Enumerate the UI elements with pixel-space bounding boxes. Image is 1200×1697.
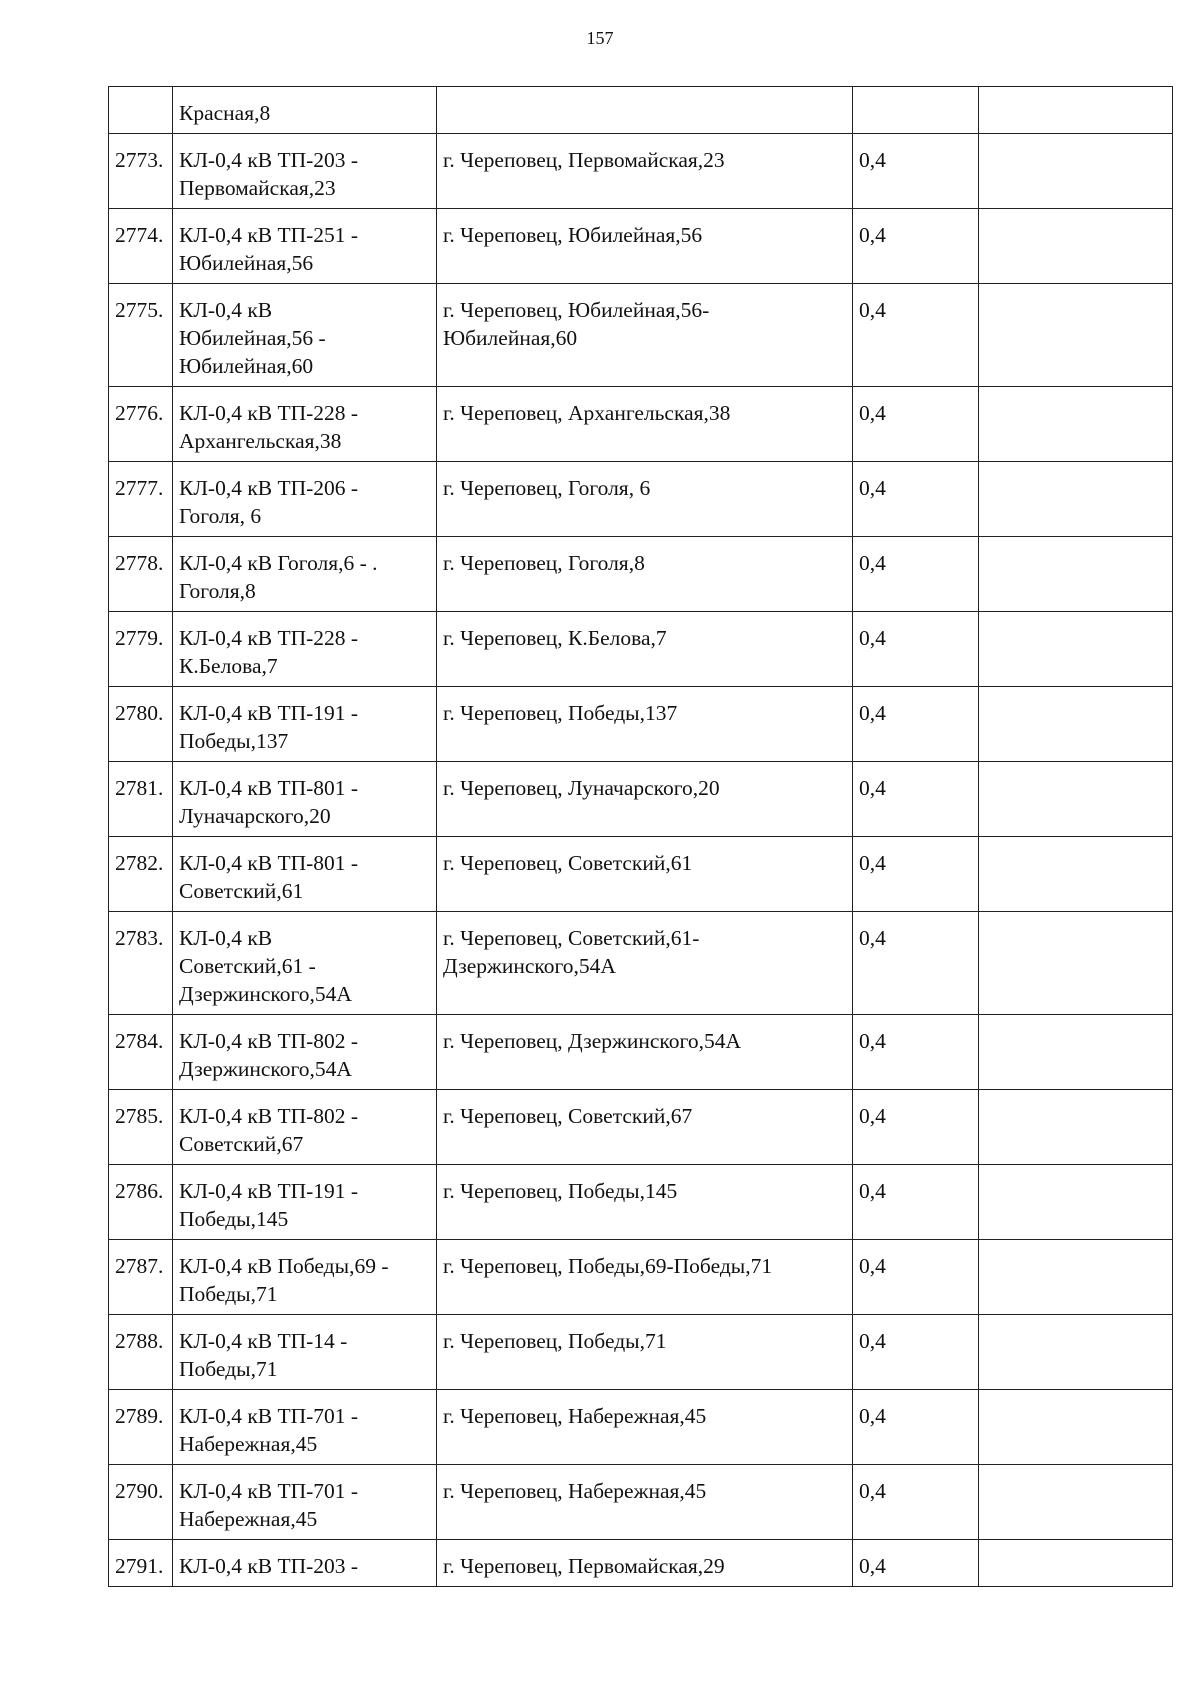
line-name: КЛ-0,4 кВ ТП-203 - xyxy=(173,1540,437,1587)
line-address xyxy=(437,87,853,134)
line-voltage: 0,4 xyxy=(853,837,979,912)
registry-table xyxy=(108,86,1173,1587)
line-name: КЛ-0,4 кВ ТП-801 - Советский,61 xyxy=(173,837,437,912)
line-address: г. Череповец, Советский,61 xyxy=(437,837,853,912)
table-row xyxy=(109,1165,1173,1240)
row-number: 2777. xyxy=(109,462,173,537)
line-voltage: 0,4 xyxy=(853,762,979,837)
line-note xyxy=(979,462,1173,537)
line-voltage: 0,4 xyxy=(853,1465,979,1540)
line-name: КЛ-0,4 кВ Гоголя,6 - . Гоголя,8 xyxy=(173,537,437,612)
line-voltage: 0,4 xyxy=(853,1015,979,1090)
line-name: КЛ-0,4 кВ ТП-802 - Дзержинского,54А xyxy=(173,1015,437,1090)
line-voltage: 0,4 xyxy=(853,537,979,612)
line-name: КЛ-0,4 кВ Советский,61 - Дзержинского,54А xyxy=(173,912,437,1015)
table-row xyxy=(109,687,1173,762)
line-address: г. Череповец, Гоголя,8 xyxy=(437,537,853,612)
row-number: 2778. xyxy=(109,537,173,612)
line-name: КЛ-0,4 кВ ТП-206 - Гоголя, 6 xyxy=(173,462,437,537)
table-row xyxy=(109,1390,1173,1465)
line-note xyxy=(979,1390,1173,1465)
table-row xyxy=(109,612,1173,687)
line-address: г. Череповец, Советский,61- Дзержинского,54А xyxy=(437,912,853,1015)
line-address: г. Череповец, Луначарского,20 xyxy=(437,762,853,837)
line-address: г. Череповец, Первомайская,29 xyxy=(437,1540,853,1587)
table-row xyxy=(109,134,1173,209)
line-voltage: 0,4 xyxy=(853,134,979,209)
line-address: г. Череповец, Архангельская,38 xyxy=(437,387,853,462)
line-address: г. Череповец, Юбилейная,56- Юбилейная,60 xyxy=(437,284,853,387)
line-note xyxy=(979,612,1173,687)
line-note xyxy=(979,387,1173,462)
table-row xyxy=(109,537,1173,612)
table-row xyxy=(109,1465,1173,1540)
table-row xyxy=(109,1540,1173,1587)
line-note xyxy=(979,762,1173,837)
line-note xyxy=(979,837,1173,912)
line-note xyxy=(979,134,1173,209)
row-number: 2773. xyxy=(109,134,173,209)
line-note xyxy=(979,537,1173,612)
line-note xyxy=(979,1090,1173,1165)
page-number: 157 xyxy=(586,28,614,48)
row-number: 2785. xyxy=(109,1090,173,1165)
line-voltage: 0,4 xyxy=(853,912,979,1015)
line-note xyxy=(979,912,1173,1015)
line-voltage: 0,4 xyxy=(853,612,979,687)
row-number: 2775. xyxy=(109,284,173,387)
line-address: г. Череповец, Победы,69-Победы,71 xyxy=(437,1240,853,1315)
line-name: КЛ-0,4 кВ ТП-802 - Советский,67 xyxy=(173,1090,437,1165)
table-row xyxy=(109,762,1173,837)
table-row xyxy=(109,837,1173,912)
line-address: г. Череповец, Набережная,45 xyxy=(437,1465,853,1540)
line-voltage: 0,4 xyxy=(853,1090,979,1165)
line-note xyxy=(979,1015,1173,1090)
line-name: КЛ-0,4 кВ ТП-251 - Юбилейная,56 xyxy=(173,209,437,284)
line-name: КЛ-0,4 кВ ТП-801 - Луначарского,20 xyxy=(173,762,437,837)
table-row xyxy=(109,462,1173,537)
line-voltage: 0,4 xyxy=(853,1540,979,1587)
row-number: 2776. xyxy=(109,387,173,462)
line-name: Красная,8 xyxy=(173,87,437,134)
line-note xyxy=(979,687,1173,762)
row-number: 2790. xyxy=(109,1465,173,1540)
line-address: г. Череповец, К.Белова,7 xyxy=(437,612,853,687)
line-note xyxy=(979,1240,1173,1315)
line-address: г. Череповец, Победы,137 xyxy=(437,687,853,762)
table-row xyxy=(109,209,1173,284)
line-voltage: 0,4 xyxy=(853,462,979,537)
table-row xyxy=(109,87,1173,134)
line-note xyxy=(979,87,1173,134)
line-address: г. Череповец, Первомайская,23 xyxy=(437,134,853,209)
row-number: 2774. xyxy=(109,209,173,284)
row-number: 2786. xyxy=(109,1165,173,1240)
line-voltage xyxy=(853,87,979,134)
table-row xyxy=(109,284,1173,387)
line-name: КЛ-0,4 кВ Победы,69 - Победы,71 xyxy=(173,1240,437,1315)
line-voltage: 0,4 xyxy=(853,284,979,387)
line-voltage: 0,4 xyxy=(853,1165,979,1240)
table-row xyxy=(109,387,1173,462)
row-number: 2791. xyxy=(109,1540,173,1587)
line-note xyxy=(979,1540,1173,1587)
line-address: г. Череповец, Гоголя, 6 xyxy=(437,462,853,537)
line-address: г. Череповец, Дзержинского,54А xyxy=(437,1015,853,1090)
row-number: 2783. xyxy=(109,912,173,1015)
line-name: КЛ-0,4 кВ ТП-228 - К.Белова,7 xyxy=(173,612,437,687)
line-note xyxy=(979,1315,1173,1390)
row-number: 2788. xyxy=(109,1315,173,1390)
table-row xyxy=(109,1090,1173,1165)
line-voltage: 0,4 xyxy=(853,387,979,462)
row-number: 2784. xyxy=(109,1015,173,1090)
line-voltage: 0,4 xyxy=(853,1315,979,1390)
line-voltage: 0,4 xyxy=(853,687,979,762)
row-number: 2789. xyxy=(109,1390,173,1465)
line-name: КЛ-0,4 кВ Юбилейная,56 - Юбилейная,60 xyxy=(173,284,437,387)
line-note xyxy=(979,1465,1173,1540)
line-note xyxy=(979,209,1173,284)
line-address: г. Череповец, Советский,67 xyxy=(437,1090,853,1165)
line-name: КЛ-0,4 кВ ТП-701 - Набережная,45 xyxy=(173,1465,437,1540)
line-name: КЛ-0,4 кВ ТП-203 - Первомайская,23 xyxy=(173,134,437,209)
table-row xyxy=(109,912,1173,1015)
line-name: КЛ-0,4 кВ ТП-701 - Набережная,45 xyxy=(173,1390,437,1465)
line-name: КЛ-0,4 кВ ТП-14 - Победы,71 xyxy=(173,1315,437,1390)
line-name: КЛ-0,4 кВ ТП-191 - Победы,137 xyxy=(173,687,437,762)
line-address: г. Череповец, Победы,71 xyxy=(437,1315,853,1390)
row-number: 2780. xyxy=(109,687,173,762)
line-name: КЛ-0,4 кВ ТП-191 - Победы,145 xyxy=(173,1165,437,1240)
line-note xyxy=(979,284,1173,387)
table-row xyxy=(109,1315,1173,1390)
line-note xyxy=(979,1165,1173,1240)
table-row xyxy=(109,1240,1173,1315)
registry-table-body xyxy=(109,87,1173,1587)
line-voltage: 0,4 xyxy=(853,1240,979,1315)
row-number: 2782. xyxy=(109,837,173,912)
row-number xyxy=(109,87,173,134)
line-name: КЛ-0,4 кВ ТП-228 - Архангельская,38 xyxy=(173,387,437,462)
row-number: 2787. xyxy=(109,1240,173,1315)
line-voltage: 0,4 xyxy=(853,1390,979,1465)
row-number: 2779. xyxy=(109,612,173,687)
row-number: 2781. xyxy=(109,762,173,837)
line-address: г. Череповец, Победы,145 xyxy=(437,1165,853,1240)
line-voltage: 0,4 xyxy=(853,209,979,284)
table-row xyxy=(109,1015,1173,1090)
line-address: г. Череповец, Набережная,45 xyxy=(437,1390,853,1465)
line-address: г. Череповец, Юбилейная,56 xyxy=(437,209,853,284)
